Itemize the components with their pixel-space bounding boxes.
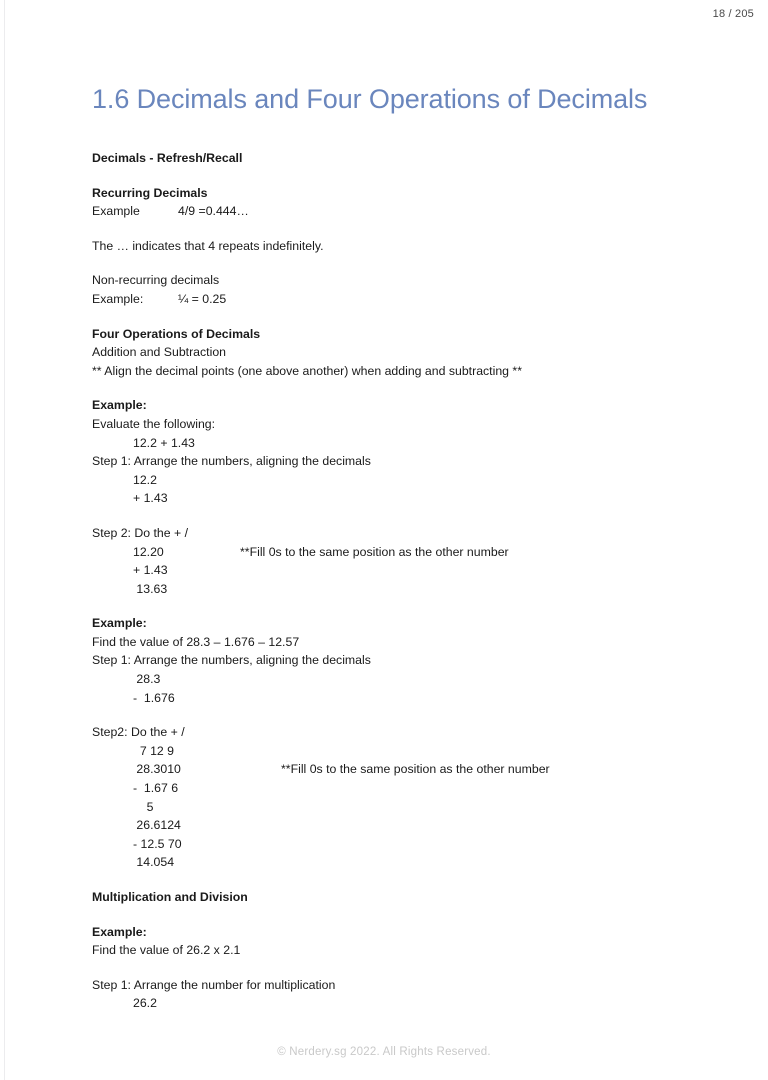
nonrecurring-example-row: [92, 290, 692, 309]
spacer: [92, 380, 692, 396]
heading-four-operations: Four Operations of Decimals: [92, 326, 261, 341]
spacer: [92, 255, 692, 271]
example-multiplication-label: Example:: [92, 924, 147, 939]
spacer: [92, 960, 692, 976]
heading-nonrecurring-decimals: Non-recurring decimals: [92, 273, 220, 288]
example-subtraction-fill-note: **Fill 0s to the same position as the other number: [281, 762, 550, 777]
heading-multiplication-division: Multiplication and Division: [92, 890, 248, 904]
example-subtraction-work-row: 26.6124: [133, 818, 181, 833]
example-subtraction-work-row: 28.3010: [133, 762, 181, 777]
example-addition-step1-row: 12.2: [133, 472, 157, 487]
example-subtraction-work-row-annotated: [92, 760, 692, 779]
example-multiplication-prompt: Find the value of 26.2 x 2.1: [92, 943, 241, 958]
spacer: [92, 221, 692, 237]
example-subtraction-prompt: Find the value of 28.3 – 1.676 – 12.57: [92, 634, 300, 649]
example-subtraction-borrow-row: 7 12 9: [133, 743, 175, 758]
footer-copyright: © Nerdery.sg 2022. All Rights Reserved.: [277, 1046, 491, 1058]
nonrecurring-example-label: Example:: [92, 291, 144, 306]
example-multiplication-row: 26.2: [133, 996, 157, 1011]
heading-recurring-decimals: Recurring Decimals: [92, 185, 208, 200]
recurring-example-label: Example: [92, 204, 140, 219]
example-addition-label: Example:: [92, 398, 147, 413]
heading-decimals-refresh: Decimals - Refresh/Recall: [92, 151, 243, 165]
example-subtraction-work-row: 14.054: [133, 855, 175, 870]
recurring-example-row: [92, 202, 692, 221]
page-title: 1.6 Decimals and Four Operations of Decimals: [92, 84, 648, 114]
spacer: [92, 168, 692, 184]
example-subtraction-step1-row: - 1.676: [133, 690, 175, 705]
example-addition-step1-row: + 1.43: [133, 491, 168, 506]
nonrecurring-example-value: ¼ = 0.25: [178, 291, 227, 306]
align-decimal-note: ** Align the decimal points (one above another) when adding and subtracting **: [92, 363, 522, 378]
example-addition-step2: Step 2: Do the + /: [92, 525, 189, 540]
document-content: [92, 84, 692, 1013]
spacer: [92, 907, 692, 923]
recurring-example-value: 4/9 =0.444…: [178, 204, 249, 219]
example-addition-step2-row: + 1.43: [133, 563, 168, 578]
example-addition-fill-note: **Fill 0s to the same position as the other number: [240, 544, 509, 559]
example-addition-expression: 12.2 + 1.43: [133, 435, 195, 450]
spacer: [92, 872, 692, 888]
example-addition-step2-row: 12.20: [133, 544, 164, 559]
example-subtraction-label: Example:: [92, 616, 147, 631]
heading-addition-subtraction: Addition and Subtraction: [92, 345, 226, 360]
example-addition-step2-row: 13.63: [133, 581, 168, 596]
example-addition-prompt: Evaluate the following:: [92, 416, 216, 431]
example-multiplication-step1: Step 1: Arrange the number for multiplication: [92, 977, 336, 992]
example-addition-step2-row-annotated: [92, 543, 692, 562]
spacer: [92, 598, 692, 614]
example-addition-step1: Step 1: Arrange the numbers, aligning the decimals: [92, 454, 371, 469]
recurring-note: The … indicates that 4 repeats indefinitely.: [92, 238, 324, 253]
example-subtraction-step1: Step 1: Arrange the numbers, aligning the decimals: [92, 653, 371, 668]
page-indicator: 18 / 205: [712, 8, 754, 20]
example-subtraction-work-row: - 12.5 70: [133, 836, 182, 851]
example-subtraction-step2: Step2: Do the + /: [92, 725, 185, 740]
example-subtraction-work-row: 5: [133, 799, 154, 814]
example-subtraction-work-row: - 1.67 6: [133, 781, 179, 796]
example-subtraction-step1-row: 28.3: [133, 672, 161, 687]
spacer: [92, 508, 692, 524]
spacer: [92, 309, 692, 325]
spacer: [92, 707, 692, 723]
